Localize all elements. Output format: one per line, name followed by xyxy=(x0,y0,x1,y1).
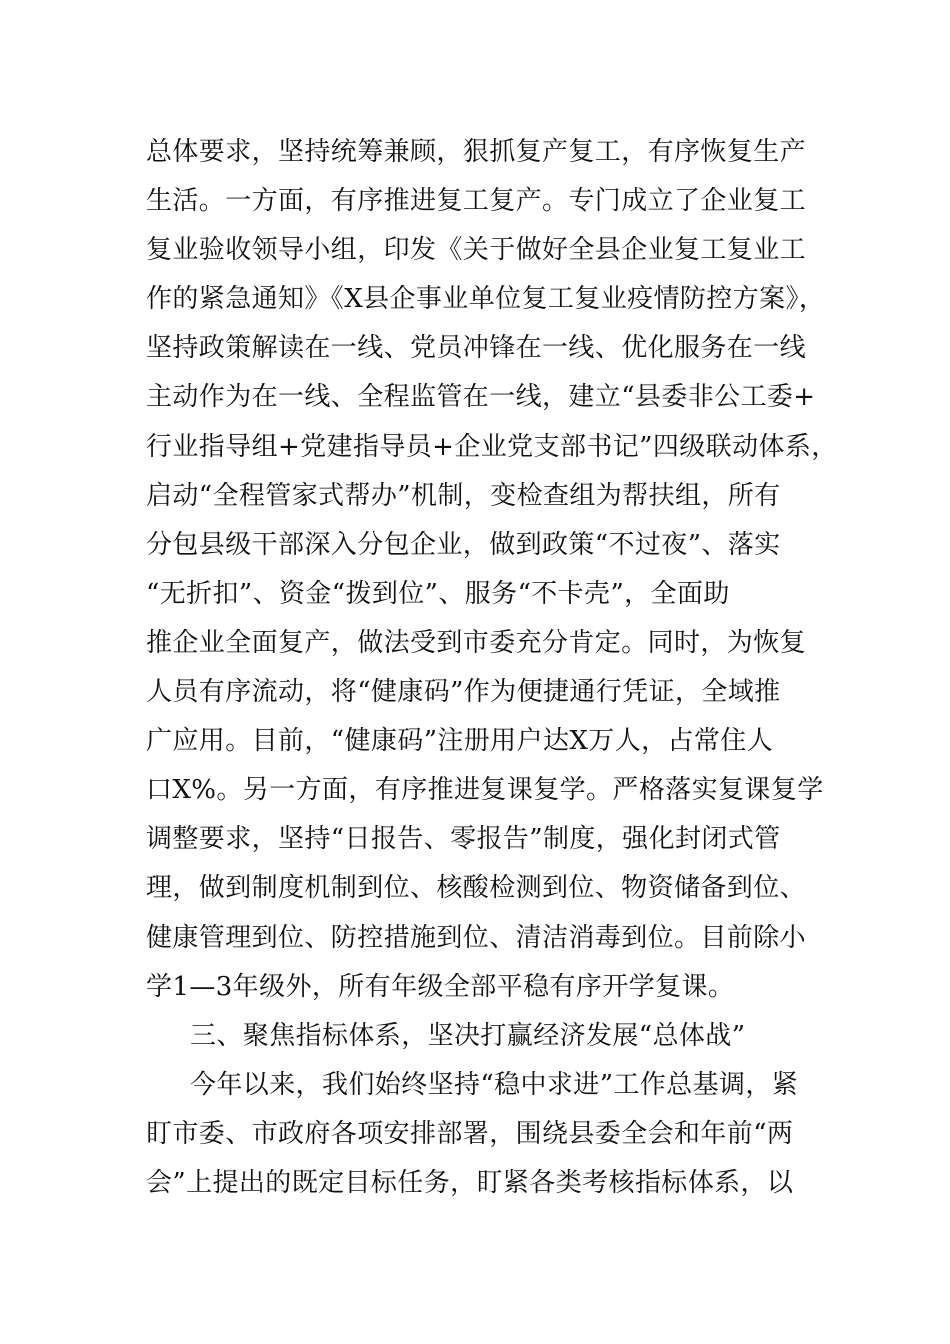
body-line: 生活。一方面，有序推进复工复产。专门成立了企业复工 xyxy=(146,186,807,217)
body-line: 健康管理到位、防控措施到位、清洁消毒到位。目前除小 xyxy=(146,922,807,953)
body-line: 调整要求，坚持“日报告、零报告”制度，强化封闭式管 xyxy=(146,824,781,855)
body-line: 主动作为在一线、全程监管在一线，建立“县委非公工委+ xyxy=(146,382,816,413)
body-line: 学1—3年级外，所有年级全部平稳有序开学复课。 xyxy=(146,971,735,1002)
body-line: 分包县级干部深入分包企业，做到政策“不过夜”、落实 xyxy=(146,529,781,560)
body-line: 口X%。另一方面，有序推进复课复学。严格落实复课复学 xyxy=(146,775,824,806)
body-line: 坚持政策解读在一线、党员冲锋在一线、优化服务在一线 xyxy=(146,333,807,364)
body-line: 作的紧急通知》《X县企事业单位复工复业疫情防控方案》， xyxy=(146,284,826,315)
body-line: 广应用。目前，“健康码”注册用户达X万人，占常住人 xyxy=(146,726,774,757)
body-line: 复业验收领导小组，印发《关于做好全县企业复工复业工 xyxy=(146,235,807,266)
body-line: 理，做到制度机制到位、核酸检测到位、物资储备到位、 xyxy=(146,873,807,904)
body-line: 总体要求，坚持统筹兼顾，狠抓复产复工，有序恢复生产 xyxy=(146,137,807,167)
body-line: 会”上提出的既定目标任务，盯紧各类考核指标体系，以 xyxy=(146,1167,794,1198)
section-heading: 三、聚焦指标体系，坚决打赢经济发展“总体战” xyxy=(190,1020,746,1051)
body-line: 盯市委、市政府各项安排部署，围绕县委全会和年前“两 xyxy=(146,1118,794,1149)
body-line: “无折扣”、资金“拨到位”、服务“不卡壳”，全面助 xyxy=(146,578,730,609)
document-body xyxy=(146,128,838,1208)
body-line: 推企业全面复产，做法受到市委充分肯定。同时，为恢复 xyxy=(146,627,807,658)
body-line: 人员有序流动，将“健康码”作为便捷通行凭证，全域推 xyxy=(146,677,781,708)
body-line: 行业指导组+党建指导员+企业党支部书记”四级联动体系， xyxy=(146,431,838,462)
body-line: 启动“全程管家式帮办”机制，变检查组为帮扶组，所有 xyxy=(146,480,781,511)
body-line: 今年以来，我们始终坚持“稳中求进”工作总基调，紧 xyxy=(190,1069,799,1100)
